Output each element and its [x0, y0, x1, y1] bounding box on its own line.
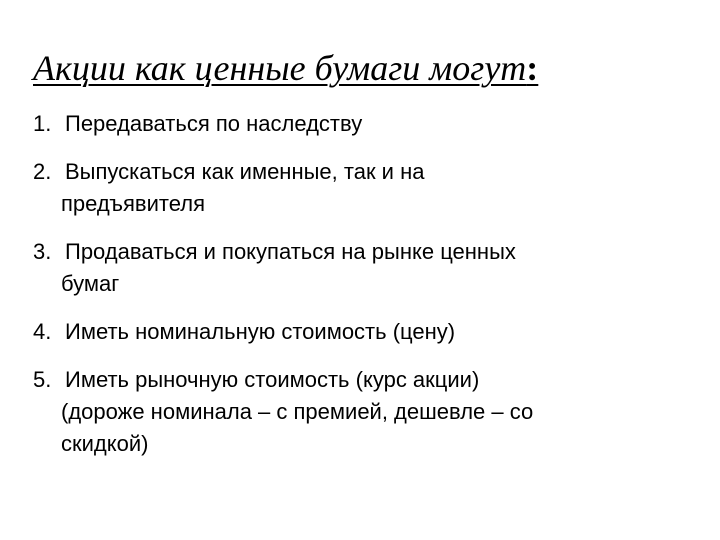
list-item-2 — [33, 156, 693, 220]
list-item-line: бумаг — [61, 271, 120, 296]
list-item-number: 1. — [33, 111, 52, 136]
slide-title-colon: : — [526, 48, 539, 88]
slide-title — [33, 46, 538, 90]
list-item-line: скидкой) — [61, 431, 149, 456]
list-item-text — [61, 236, 693, 300]
list-item-line: Продаваться и покупаться на рынке ценных — [65, 239, 516, 264]
list-item-3 — [33, 236, 693, 300]
list-item-line: Выпускаться как именные, так и на — [65, 159, 425, 184]
list-item-line: Передаваться по наследству — [65, 111, 363, 136]
list-item-4 — [33, 316, 693, 348]
list-item-number: 4. — [33, 319, 52, 344]
list-item-1 — [33, 108, 693, 140]
list-item-line: Иметь рыночную стоимость (курс акции) — [65, 367, 480, 392]
slide-title-text: Акции как ценные бумаги могут — [33, 48, 527, 88]
list-item-line: (дороже номинала – с премией, дешевле – со — [61, 399, 534, 424]
list-item-number: 3. — [33, 239, 52, 264]
list-item-5 — [33, 364, 693, 460]
list-item-text — [61, 316, 693, 348]
list-item-text — [61, 156, 693, 220]
list-item-number: 2. — [33, 159, 52, 184]
list-item-text — [61, 364, 693, 460]
list-item-text — [61, 108, 693, 140]
list-item-line: предъявителя — [61, 191, 205, 216]
list-item-number: 5. — [33, 367, 52, 392]
list-item-line: Иметь номинальную стоимость (цену) — [65, 319, 456, 344]
numbered-list — [33, 108, 693, 476]
